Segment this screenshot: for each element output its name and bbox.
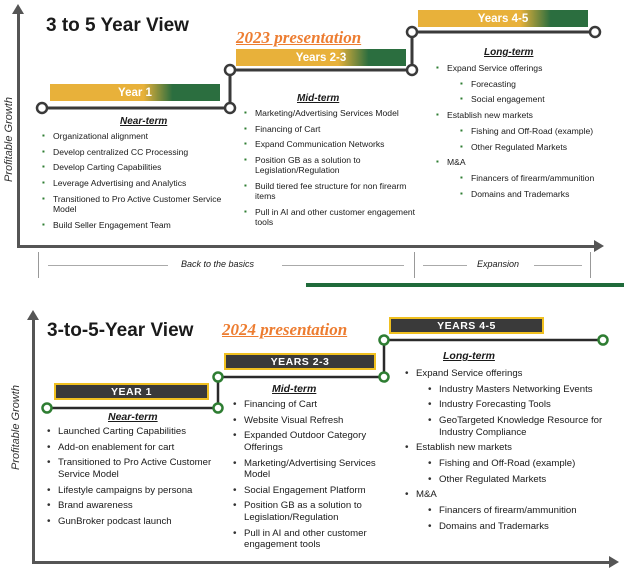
list-item: • GunBroker podcast launch [46, 516, 218, 528]
list-item: ▪ Build tiered fee structure for non firearm items [244, 181, 426, 201]
list-item: • Financing of Cart [232, 399, 392, 411]
top-year1-bar [50, 84, 220, 101]
list-item: • Website Visual Refresh [232, 415, 392, 427]
section-divider [306, 283, 624, 287]
list-item: ▪ Forecasting [460, 79, 624, 89]
top-node-2 [225, 103, 235, 113]
bottom-long-heading: Long-term [443, 350, 495, 362]
bottom-year2-bar [224, 353, 376, 370]
bottom-node-4 [380, 373, 389, 382]
list-item: ▪ Establish new markets [436, 110, 624, 120]
bottom-x-axis [32, 561, 610, 564]
bottom-near-heading: Near-term [108, 411, 158, 423]
list-item: ▪ Domains and Trademarks [460, 189, 624, 199]
list-item: • Launched Carting Capabilities [46, 426, 218, 438]
bottom-node-1 [43, 404, 52, 413]
bottom-mid-list [232, 399, 392, 555]
phase-line-right-b [534, 265, 582, 266]
list-item: • Pull in AI and other customer engagement tools [232, 528, 392, 551]
list-item: ▪ Position GB as a solution to Legislation/Regulation [244, 155, 426, 175]
bottom-node-6 [599, 336, 608, 345]
top-presentation: 2023 presentation [236, 28, 362, 47]
list-item: • Industry Masters Networking Events [427, 384, 610, 396]
list-item: • GeoTargeted Knowledge Resource for Industry Compliance [427, 415, 610, 438]
top-x-axis [17, 245, 595, 248]
top-node-4 [407, 65, 417, 75]
list-item: • Brand awareness [46, 500, 218, 512]
list-item: • Expanded Outdoor Category Offerings [232, 430, 392, 453]
phase-right-label: Expansion [477, 259, 520, 269]
list-item: • Expand Service offerings [404, 368, 610, 380]
list-item: • Add-on enablement for cart [46, 442, 218, 454]
top-title: 3 to 5 Year View [46, 15, 189, 36]
top-node-3 [225, 65, 235, 75]
bottom-x-arrow [609, 556, 619, 568]
list-item: • Transitioned to Pro Active Customer Service Model [46, 457, 218, 480]
list-item: • Position GB as a solution to Legislation/Regulation [232, 500, 392, 523]
list-item: • M&A [404, 489, 610, 501]
top-year3-label: Years 4-5 [477, 12, 529, 25]
list-item: ▪ Organizational alignment [42, 131, 222, 141]
list-item: ▪ Leverage Advertising and Analytics [42, 178, 222, 188]
list-item: ▪ Pull in AI and other customer engagement tools [244, 207, 426, 227]
bottom-long-list [404, 368, 610, 536]
list-item: • Other Regulated Markets [427, 474, 610, 486]
top-node-5 [407, 27, 417, 37]
top-year1-label: Year 1 [118, 86, 152, 99]
top-x-arrow [594, 240, 604, 252]
phase-line-right-a [423, 265, 467, 266]
bottom-mid-heading: Mid-term [272, 383, 317, 395]
phase-strip-left-tick [38, 252, 39, 278]
bottom-year1-label: YEAR 1 [111, 385, 152, 398]
list-item: ▪ Build Seller Engagement Team [42, 220, 222, 230]
list-item: • Industry Forecasting Tools [427, 399, 610, 411]
list-item: ▪ Other Regulated Markets [460, 142, 624, 152]
bottom-year1-bar [54, 383, 209, 400]
top-node-1 [37, 103, 47, 113]
list-item: ▪ Financing of Cart [244, 124, 426, 134]
list-item: ▪ Fishing and Off-Road (example) [460, 126, 624, 136]
list-item: ▪ Expand Communication Networks [244, 139, 426, 149]
bottom-presentation: 2024 presentation [222, 320, 348, 339]
phase-line-left-b [282, 265, 404, 266]
top-year3-bar [418, 10, 588, 27]
list-item: ▪ Expand Service offerings [436, 63, 624, 73]
bottom-y-label: Profitable Growth [10, 385, 22, 470]
bottom-node-3 [214, 373, 223, 382]
top-long-heading: Long-term [484, 47, 534, 58]
list-item: • Marketing/Advertising Services Model [232, 458, 392, 481]
list-item: • Lifestyle campaigns by persona [46, 485, 218, 497]
top-node-6 [590, 27, 600, 37]
list-item: ▪ Transitioned to Pro Active Customer Service Model [42, 194, 222, 214]
list-item: • Establish new markets [404, 442, 610, 454]
bottom-near-list [46, 426, 218, 532]
list-item: • Fishing and Off-Road (example) [427, 458, 610, 470]
list-item: ▪ Develop centralized CC Processing [42, 147, 222, 157]
top-mid-list [244, 108, 426, 233]
bottom-node-5 [380, 336, 389, 345]
top-long-list [436, 63, 624, 204]
phase-strip-mid-tick [414, 252, 415, 278]
list-item: ▪ M&A [436, 157, 624, 167]
phase-left-label: Back to the basics [181, 259, 255, 269]
list-item: ▪ Financers of firearm/ammunition [460, 173, 624, 183]
phase-strip-right-tick [590, 252, 591, 278]
phase-line-left-a [48, 265, 168, 266]
top-year2-bar [236, 49, 406, 66]
bottom-node-2 [214, 404, 223, 413]
list-item: • Domains and Trademarks [427, 521, 610, 533]
list-item: ▪ Social engagement [460, 94, 624, 104]
list-item: • Social Engagement Platform [232, 485, 392, 497]
list-item: ▪ Develop Carting Capabilities [42, 162, 222, 172]
bottom-year3-bar [389, 317, 544, 334]
bottom-year2-label: YEARS 2-3 [270, 355, 330, 368]
bottom-title: 3-to-5-Year View [47, 320, 194, 341]
bottom-year3-label: YEARS 4-5 [437, 319, 496, 332]
top-year2-label: Years 2-3 [295, 51, 347, 64]
top-y-label: Profitable Growth [3, 97, 15, 182]
list-item: ▪ Marketing/Advertising Services Model [244, 108, 426, 118]
top-near-list [42, 131, 222, 235]
list-item: • Financers of firearm/ammunition [427, 505, 610, 517]
top-mid-heading: Mid-term [297, 93, 340, 104]
top-near-heading: Near-term [120, 116, 168, 127]
